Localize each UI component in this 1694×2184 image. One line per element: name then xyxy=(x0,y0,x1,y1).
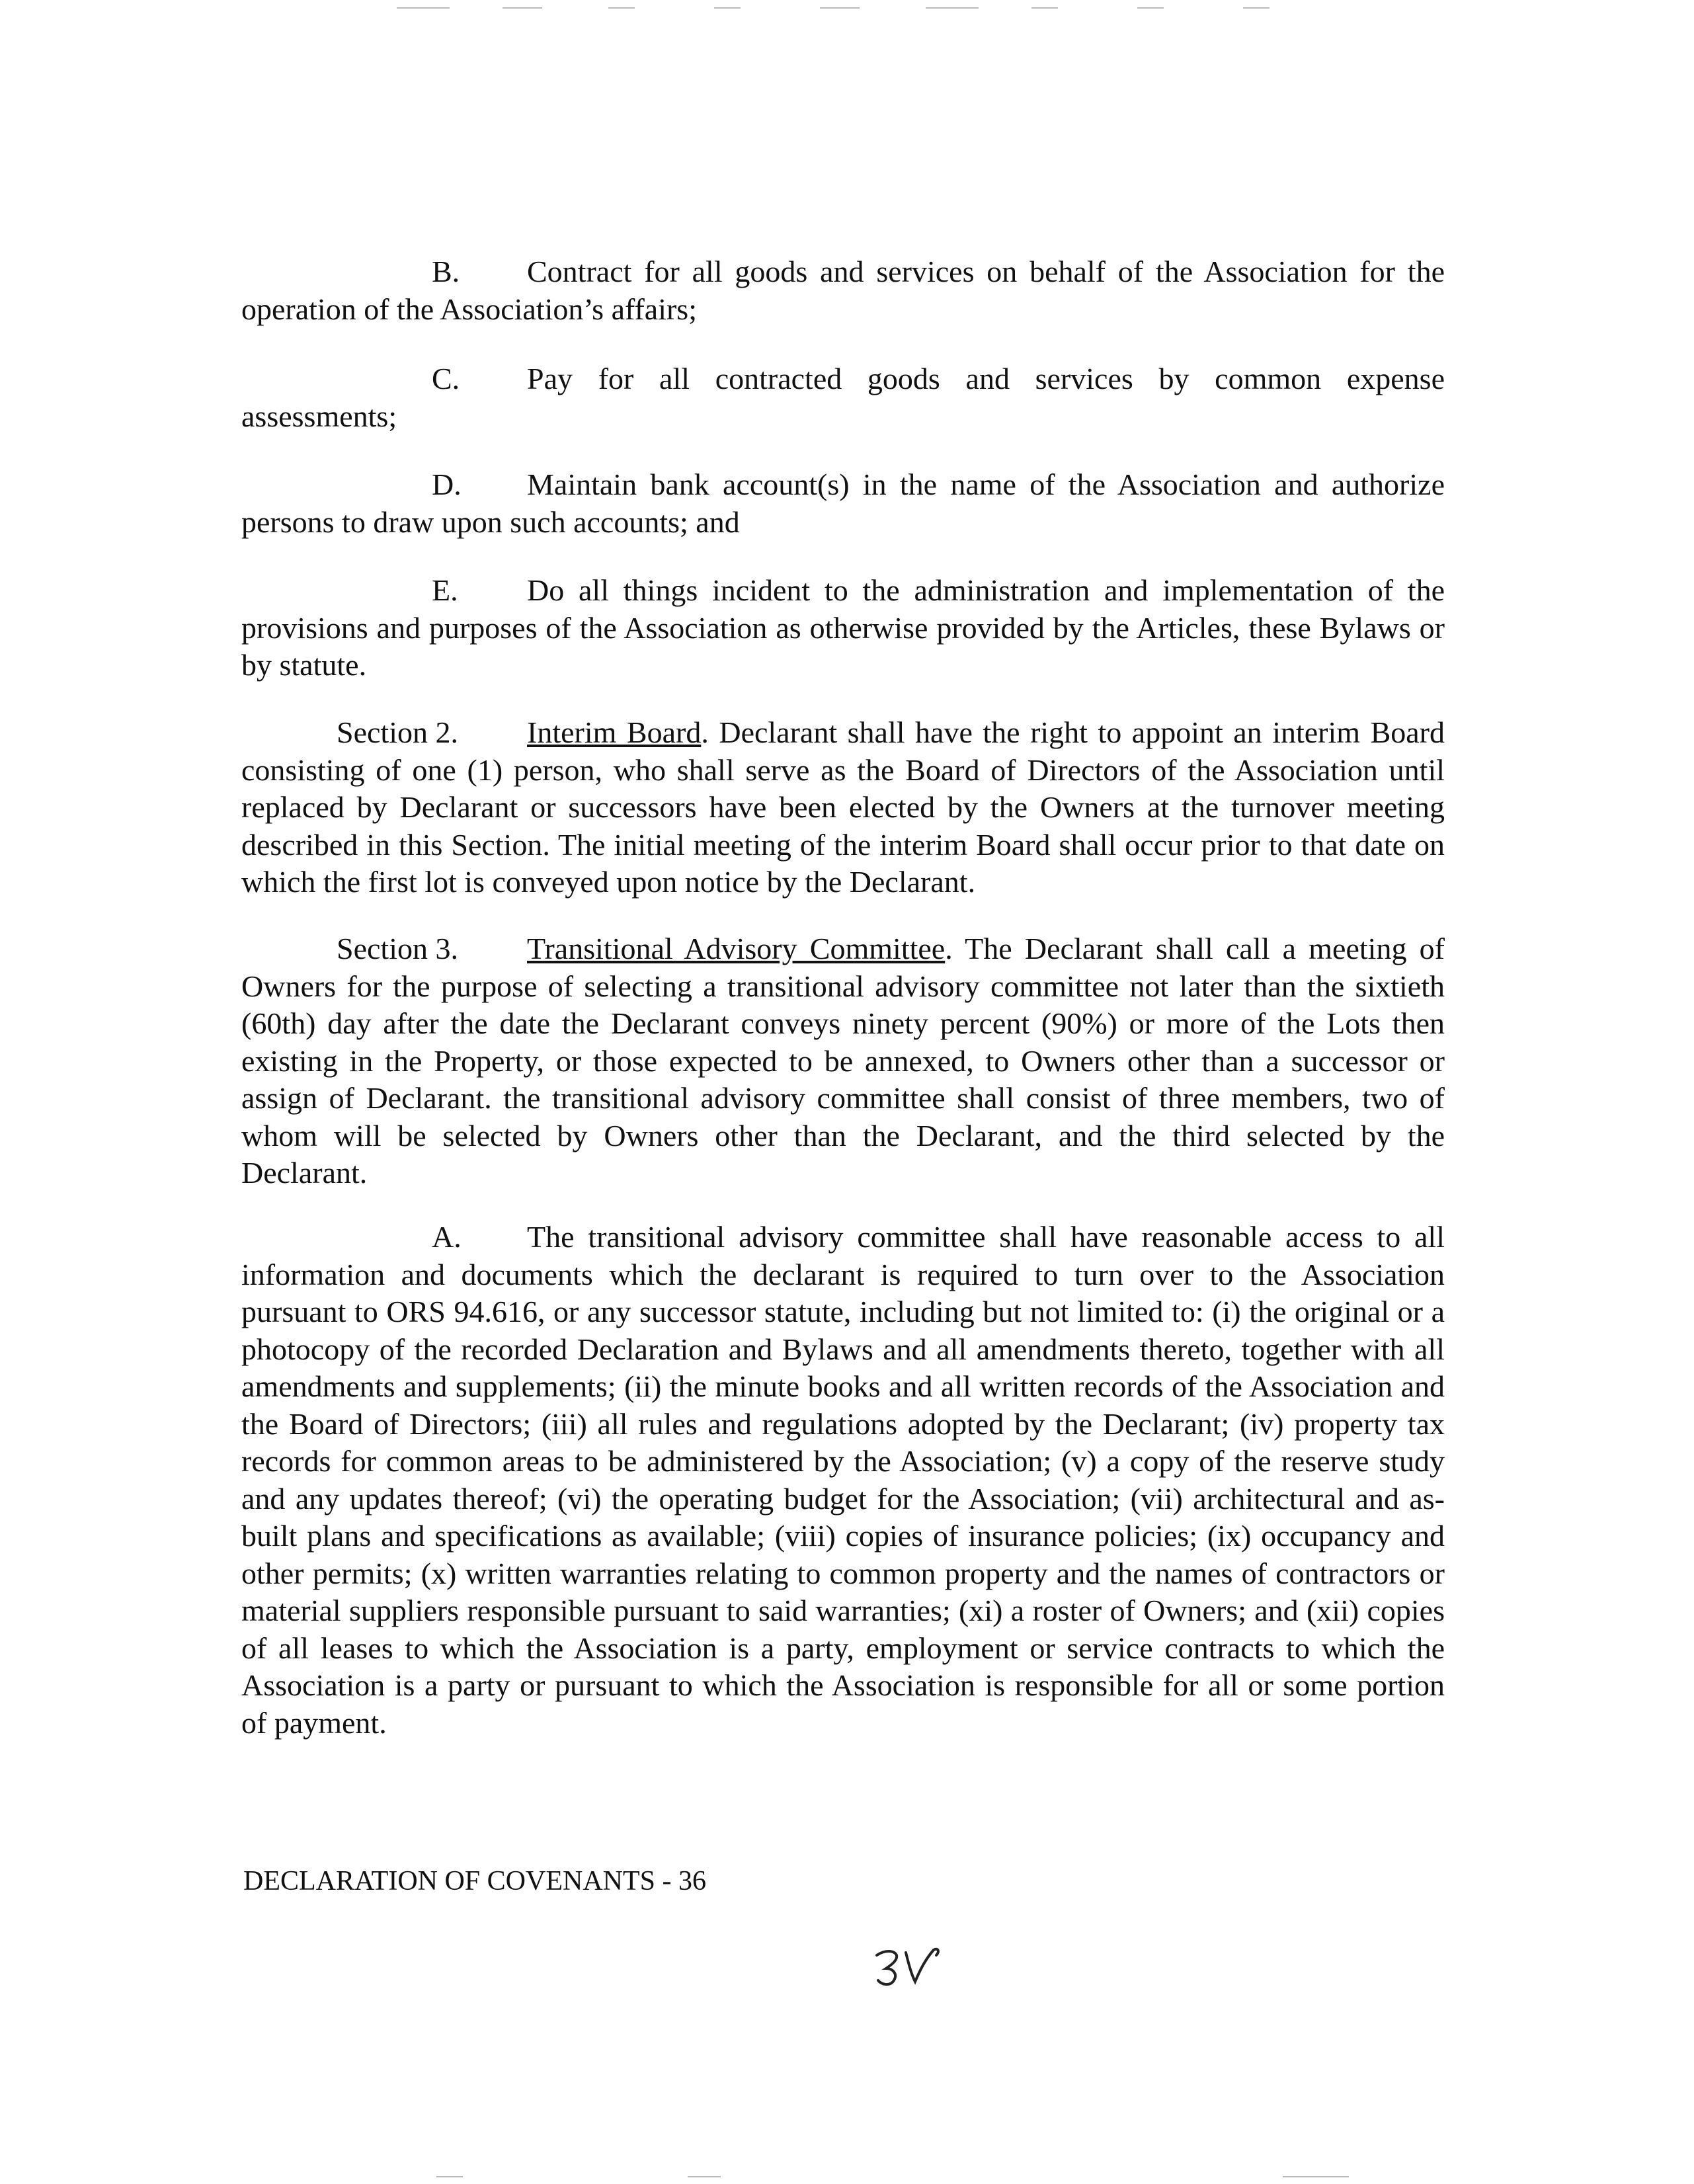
item-c xyxy=(241,360,1445,435)
item-c-text: Pay for all contracted goods and services by common expense assessments; xyxy=(241,362,1445,433)
section-3 xyxy=(241,930,1445,1192)
item-a-letter: A. xyxy=(432,1220,462,1254)
item-b xyxy=(241,253,1445,328)
section-2 xyxy=(241,714,1445,901)
item-b-letter: B. xyxy=(432,255,460,288)
item-d-letter: D. xyxy=(432,467,462,501)
section-3-title: Transitional Advisory Committee xyxy=(527,932,946,965)
item-e-letter: E. xyxy=(432,573,458,607)
item-d-text: Maintain bank account(s) in the name of the Association and authorize persons to draw upon such accounts; and xyxy=(241,467,1445,539)
item-b-text: Contract for all goods and services on behalf of the Association for the operation of the Association’s affairs; xyxy=(241,255,1445,326)
section-3-text: . The Declarant shall call a meeting of Owners for the purpose of selecting a transitional advisory committee not later than the sixtieth (60th) day after the date the Declarant conveys ninety percent (90%) or more of the Lots then existing in the Property, or those expected to be annexed, to Owners other than a successor or assign of Declarant. the transitional advisory committee shall consist of three members, two of whom will be selected by Owners other than the Declarant, and the third selected by the Declarant. xyxy=(241,932,1445,1190)
item-c-letter: C. xyxy=(432,362,460,395)
section-2-title: Interim Board xyxy=(527,715,702,749)
item-a xyxy=(241,1219,1445,1742)
section-3-label: Section 3. xyxy=(337,932,458,965)
page-footer: DECLARATION OF COVENANTS - 36 xyxy=(243,1866,706,1896)
item-e-text: Do all things incident to the administration and implementation of the provisions and purposes of the Association as otherwise provided by the Articles, these Bylaws or by statute. xyxy=(241,573,1445,682)
section-2-text: . Declarant shall have the right to appoint an interim Board consisting of one (1) person, who shall serve as the Board of Directors of the Association until replaced by Declarant or successors have been elected by the Owners at the turnover meeting described in this Section. The initial meeting of the interim Board shall occur prior to that date on which the first lot is conveyed upon notice by the Declarant. xyxy=(241,715,1445,899)
section-2-label: Section 2. xyxy=(337,715,458,749)
item-a-text: The transitional advisory committee shall have reasonable access to all information and documents which the declarant is required to turn over to the Association pursuant to ORS 94.616, or any successor statute, including but not limited to: (i) the original or a photocopy of the recorded Declaration and Bylaws and all amendments thereto, together with all amendments and supplements; (ii) the minute books and all written records of the Association and the Board of Directors; (iii) all rules and regulations adopted by the Declarant; (iv) property tax records for common areas to be administered by the Association; (v) a copy of the reserve study and any updates thereof; (vi) the operating budget for the Association; (vii) architectural and as-built plans and specifications as available; (viii) copies of insurance policies; (ix) occupancy and other permits; (x) written warranties relating to common property and the names of contractors or material suppliers responsible pursuant to said warranties; (xi) a roster of Owners; and (xii) copies of all leases to which the Association is a party, employment or service contracts to which the Association is a party or pursuant to which the Association is responsible for all or some portion of payment. xyxy=(241,1220,1445,1740)
handwritten-page-number xyxy=(871,1941,944,1994)
item-e xyxy=(241,572,1445,684)
item-d xyxy=(241,466,1445,541)
